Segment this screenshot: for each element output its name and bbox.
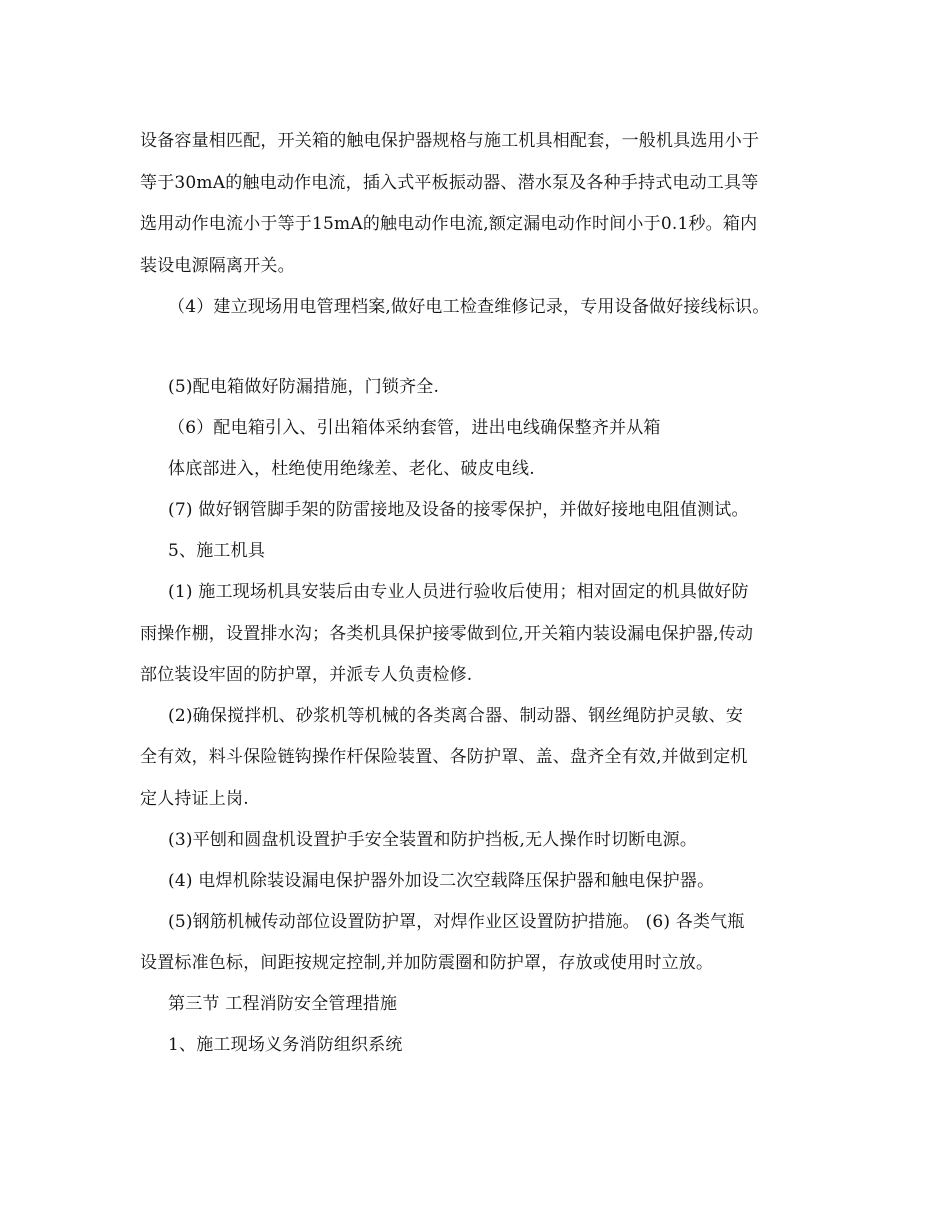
text-line: 设备容量相匹配，开关箱的触电保护器规格与施工机具相配套，一般机具选用小于 [140, 131, 760, 151]
text-line: （4）建立现场用电管理档案,做好电工检查维修记录，专用设备做好接线标识。 [168, 297, 770, 317]
text-line: 设置标准色标，间距按规定控制,并加防震圈和防护罩，存放或使用时立放。 [140, 953, 714, 973]
text-line: 等于30mA的触电动作电流，插入式平板振动器、潜水泵及各种手持式电动工具等 [140, 173, 759, 193]
text-line: (4) 电焊机除装设漏电保护器外加设二次空载降压保护器和触电保护器。 [168, 871, 715, 891]
text-line: 全有效，料斗保险链钩操作杆保险装置、各防护罩、盖、盘齐全有效,并做到定机 [140, 747, 748, 767]
text-line: (5)钢筋机械传动部位设置防护罩，对焊作业区设置防护措施。 (6) 各类气瓶 [168, 912, 745, 932]
text-line: （6）配电箱引入、引出箱体采纳套管，进出电线确保整齐并从箱 [168, 418, 661, 438]
text-line: 体底部进入，杜绝使用绝缘差、老化、破皮电线. [168, 459, 535, 479]
text-line: 定人持证上岗. [140, 789, 249, 809]
text-line: (5)配电箱做好防漏措施，门锁齐全. [168, 377, 440, 397]
text-line: 装设电源隔离开关。 [140, 256, 295, 276]
text-line: (7) 做好钢管脚手架的防雷接地及设备的接零保护，并做好接地电阻值测试。 [168, 500, 749, 520]
text-line: 部位装设牢固的防护罩，并派专人负责检修. [140, 665, 473, 685]
section-heading: 第三节 工程消防安全管理措施 [168, 994, 398, 1014]
text-line: 雨操作棚，设置排水沟；各类机具保护接零做到位,开关箱内装设漏电保护器,传动 [140, 624, 754, 644]
section-heading: 5、施工机具 [168, 541, 266, 561]
text-line: 选用动作电流小于等于15mA的触电动作电流,额定漏电动作时间小于0.1秒。箱内 [140, 214, 758, 234]
text-line: (2)确保搅拌机、砂浆机等机械的各类离合器、制动器、钢丝绳防护灵敏、安 [168, 706, 744, 726]
subsection-heading: 1、施工现场义务消防组织系统 [168, 1035, 403, 1055]
text-line: (3)平刨和圆盘机设置护手安全装置和防护挡板,无人操作时切断电源。 [168, 830, 698, 850]
text-line: (1) 施工现场机具安装后由专业人员进行验收后使用；相对固定的机具做好防 [168, 582, 749, 602]
